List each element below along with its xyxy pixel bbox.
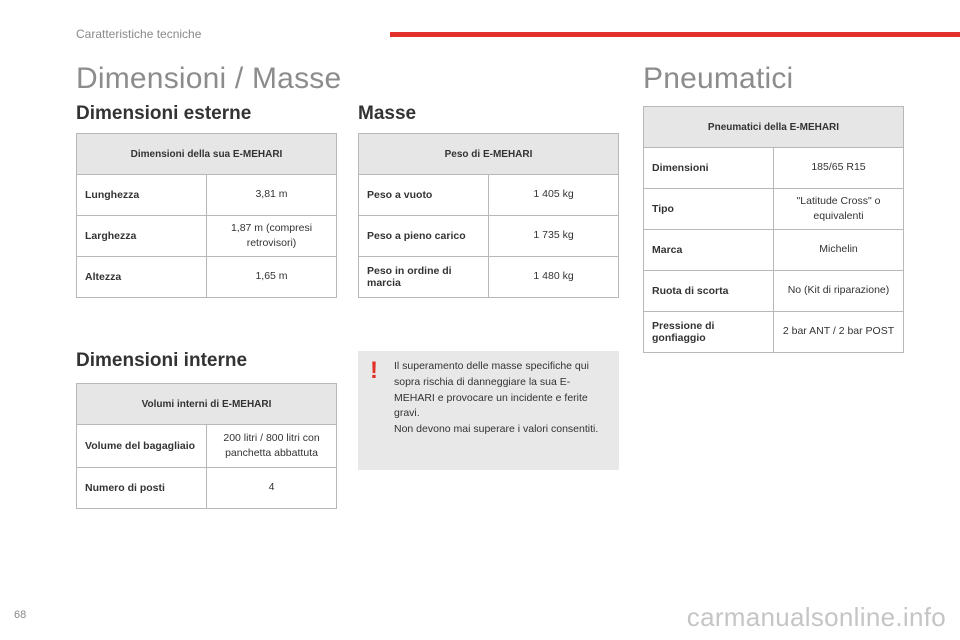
row-label: Volume del bagagliaio	[77, 425, 207, 468]
row-label: Peso a vuoto	[359, 175, 489, 216]
row-value: Michelin	[774, 230, 904, 271]
warning-line: Non devono mai superare i valori consentiti.	[394, 423, 599, 435]
row-label: Lunghezza	[77, 175, 207, 216]
row-value: 1 480 kg	[489, 257, 619, 298]
page-title: Dimensioni / Masse	[76, 62, 342, 95]
table-row	[644, 312, 904, 353]
row-label: Tipo	[644, 189, 774, 230]
row-label: Marca	[644, 230, 774, 271]
row-value: 1,65 m	[207, 257, 337, 298]
masses-title: Masse	[358, 103, 417, 124]
row-label: Dimensioni	[644, 148, 774, 189]
masses-table	[358, 133, 619, 298]
exterior-dimensions-title: Dimensioni esterne	[76, 103, 252, 124]
row-value: 185/65 R15	[774, 148, 904, 189]
table-row	[644, 271, 904, 312]
table-row	[644, 230, 904, 271]
row-value: 2 bar ANT / 2 bar POST	[774, 312, 904, 353]
table-row	[359, 175, 619, 216]
table-header: Dimensioni della sua E-MEHARI	[77, 134, 337, 175]
row-label: Peso in ordine di marcia	[359, 257, 489, 298]
row-value: 1 405 kg	[489, 175, 619, 216]
tyres-table	[643, 106, 904, 353]
row-value: 4	[207, 468, 337, 509]
row-value: 200 litri / 800 litri con panchetta abbattuta	[207, 425, 337, 468]
row-label: Larghezza	[77, 216, 207, 257]
warning-line: Il superamento delle masse specifiche qui sopra rischia di danneggiare la sua E-MEHARI e provocare un incidente e ferite gravi.	[394, 360, 589, 420]
tyres-title: Pneumatici	[643, 62, 794, 95]
warning-box	[358, 351, 619, 470]
exterior-dimensions-table	[76, 133, 337, 298]
interior-dimensions-table	[76, 383, 337, 509]
row-label: Pressione di gonfiaggio	[644, 312, 774, 353]
table-row	[77, 175, 337, 216]
row-label: Peso a pieno carico	[359, 216, 489, 257]
table-row	[77, 216, 337, 257]
row-label: Numero di posti	[77, 468, 207, 509]
interior-dimensions-title: Dimensioni interne	[76, 350, 248, 371]
row-label: Altezza	[77, 257, 207, 298]
exclamation-icon: !	[370, 357, 378, 384]
table-header: Volumi interni di E-MEHARI	[77, 384, 337, 425]
warning-text	[394, 359, 609, 438]
row-value: 3,81 m	[207, 175, 337, 216]
table-header: Peso di E-MEHARI	[359, 134, 619, 175]
chapter-label: Caratteristiche tecniche	[76, 27, 202, 41]
row-value: 1,87 m (compresi retrovisori)	[207, 216, 337, 257]
row-value: No (Kit di riparazione)	[774, 271, 904, 312]
table-header: Pneumatici della E-MEHARI	[644, 107, 904, 148]
row-label: Ruota di scorta	[644, 271, 774, 312]
watermark: carmanualsonline.info	[686, 602, 946, 632]
header-accent-bar	[390, 32, 960, 37]
row-value: 1 735 kg	[489, 216, 619, 257]
table-row	[77, 425, 337, 468]
table-row	[77, 468, 337, 509]
table-row	[77, 257, 337, 298]
page-number: 68	[14, 609, 27, 621]
table-row	[644, 189, 904, 230]
row-value: "Latitude Cross" o equivalenti	[774, 189, 904, 230]
table-row	[359, 257, 619, 298]
table-row	[644, 148, 904, 189]
table-row	[359, 216, 619, 257]
